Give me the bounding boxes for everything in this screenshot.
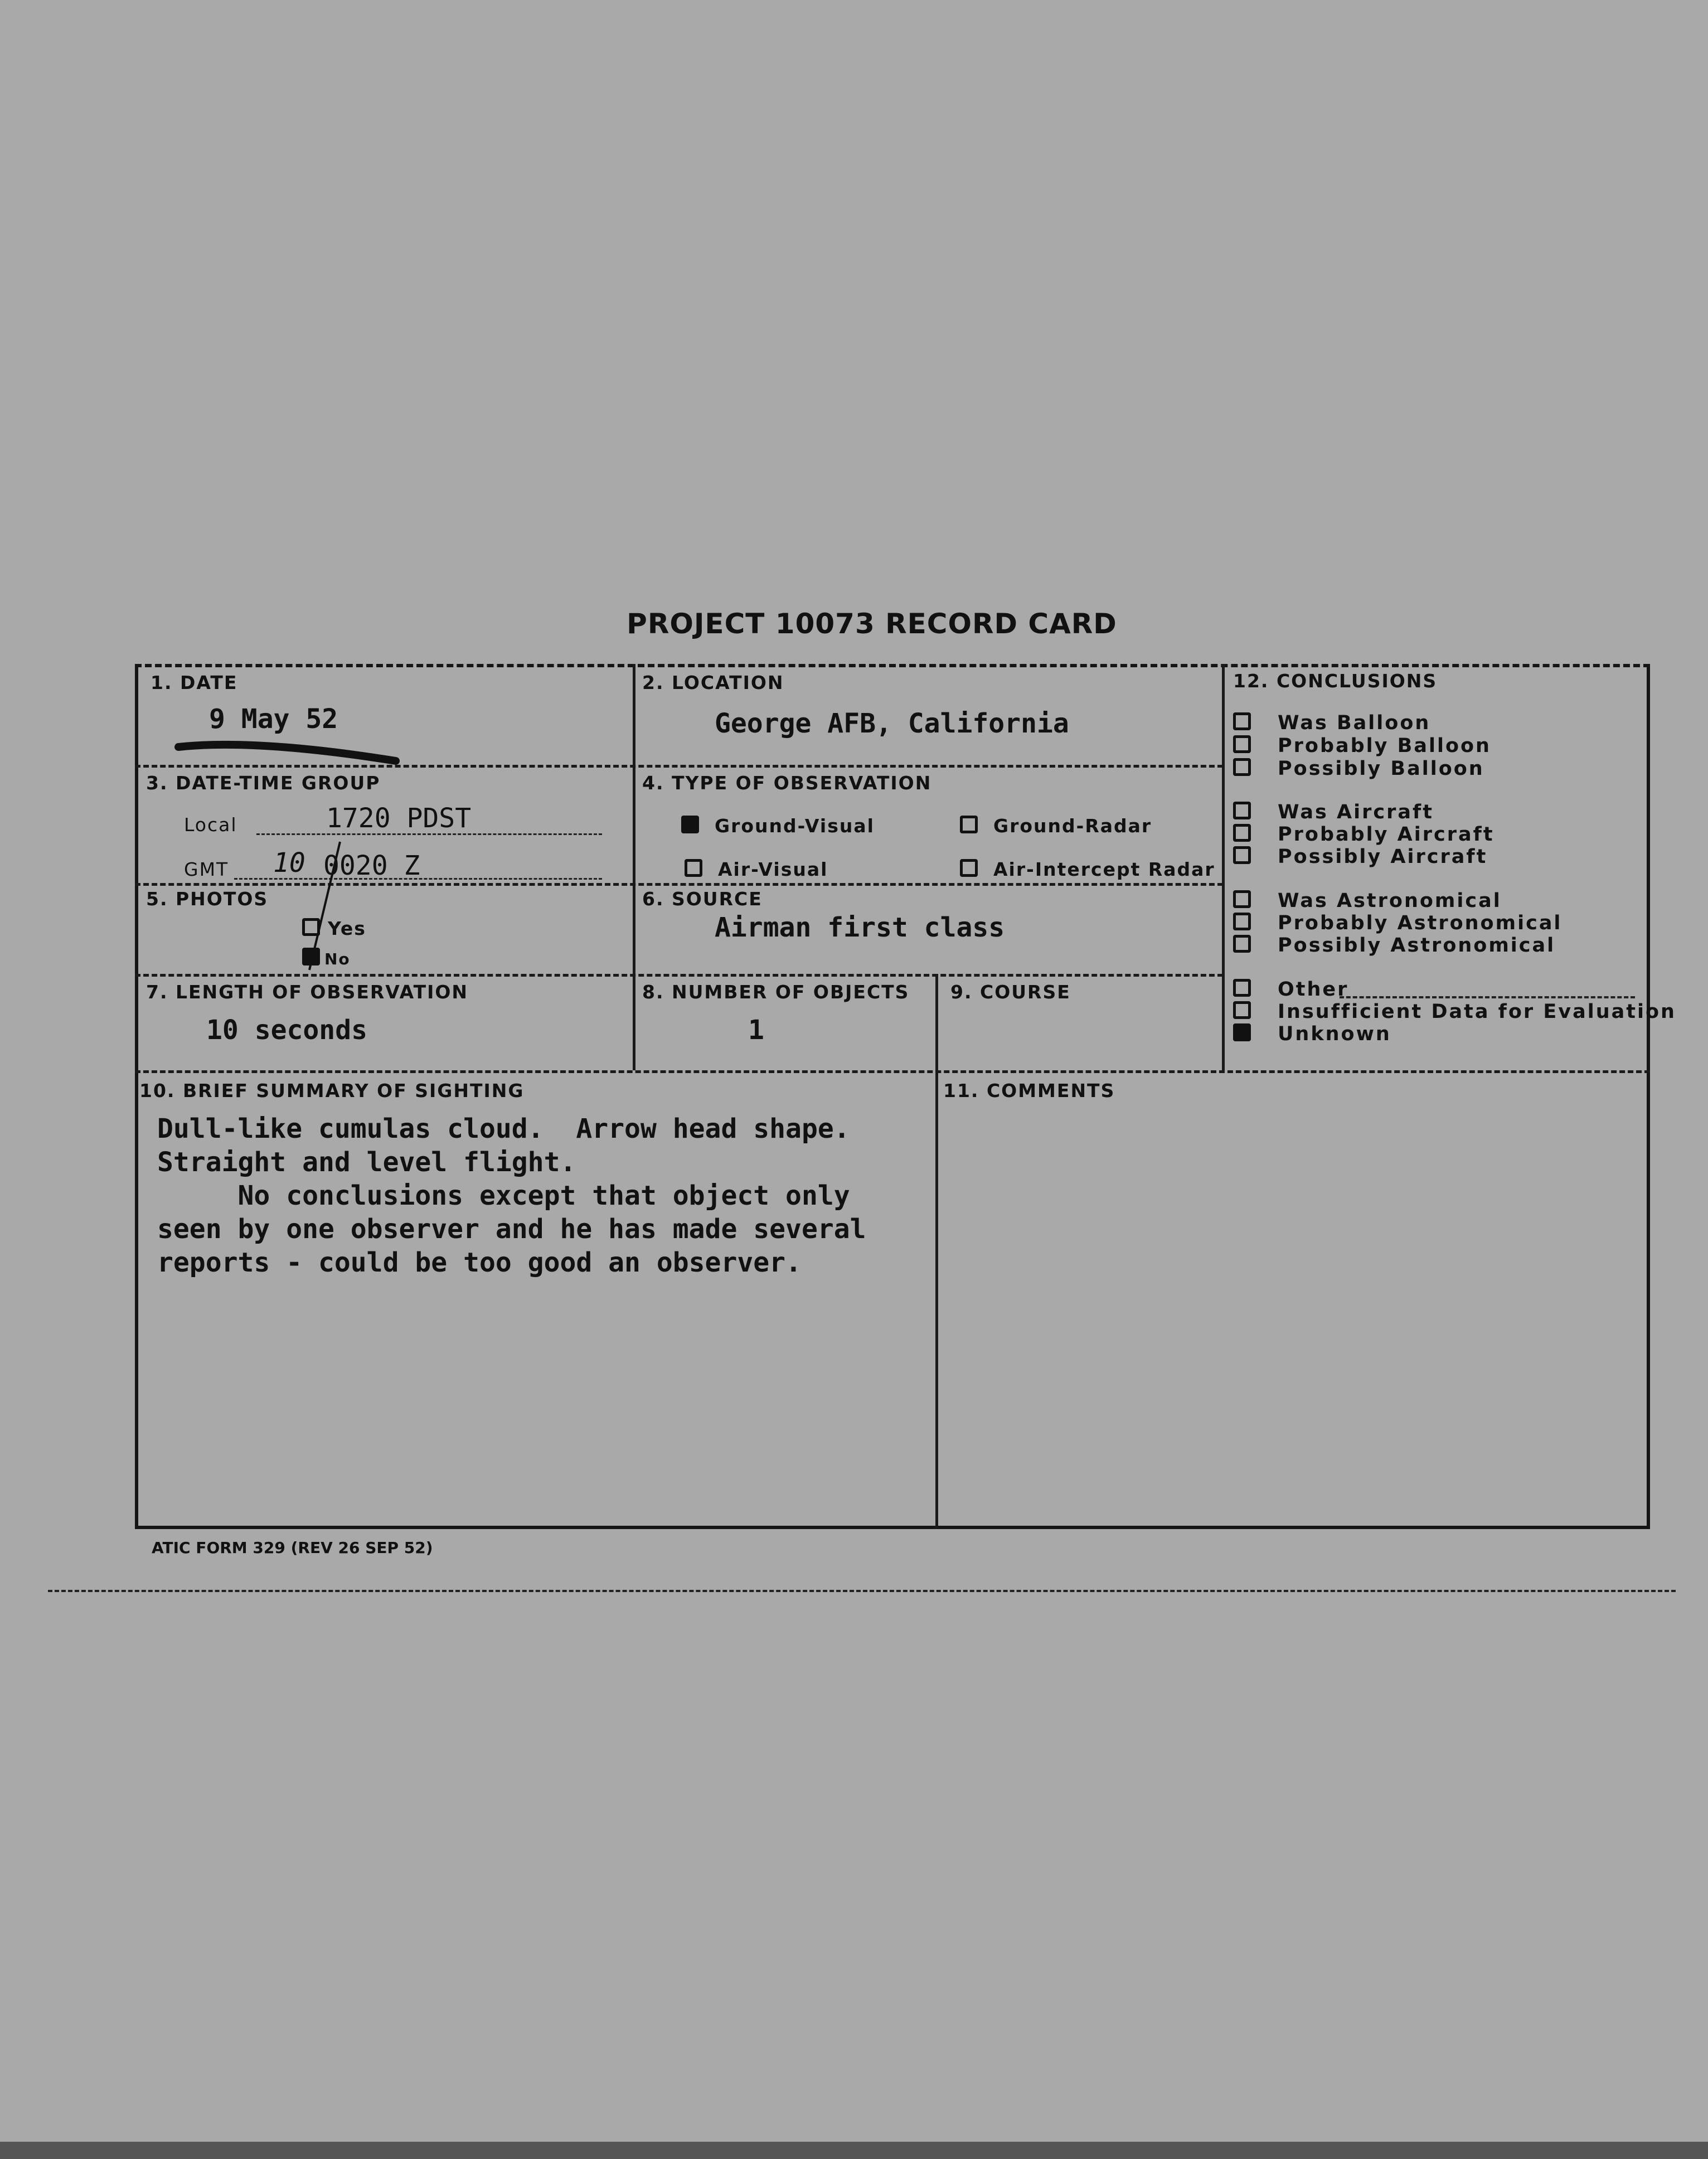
checkbox-icon — [302, 918, 320, 936]
checkbox-icon — [1233, 735, 1251, 753]
option-label: Probably Balloon — [1278, 735, 1491, 757]
type-of-observation-label: 4. TYPE OF OBSERVATION — [642, 772, 932, 794]
comments-label: 11. COMMENTS — [943, 1080, 1115, 1102]
conclusion-possibly-balloon[interactable] — [1233, 758, 1484, 780]
option-ground-radar[interactable] — [960, 815, 1152, 837]
summary-line: reports - could be too good an observer. — [157, 1247, 802, 1278]
local-underline — [256, 833, 602, 835]
option-label: Probably Aircraft — [1278, 823, 1494, 846]
divider — [935, 974, 938, 1529]
gmt-time-value: 0020 Z — [323, 850, 420, 881]
conclusion-was-balloon[interactable] — [1233, 712, 1430, 734]
checkbox-icon — [1233, 712, 1251, 730]
checkbox-icon — [960, 816, 978, 833]
option-label: Was Aircraft — [1278, 801, 1434, 823]
option-label: No — [324, 950, 351, 968]
local-label: Local — [184, 814, 237, 836]
course-label: 9. COURSE — [950, 981, 1071, 1003]
conclusion-possibly-astronomical[interactable] — [1233, 934, 1555, 957]
page-edge-line — [48, 1590, 1676, 1592]
option-label: Other — [1278, 978, 1349, 1001]
conclusion-insufficient-data[interactable] — [1233, 1001, 1676, 1023]
number-of-objects-label: 8. NUMBER OF OBJECTS — [642, 981, 910, 1003]
conclusions-label: 12. CONCLUSIONS — [1233, 670, 1438, 692]
gmt-label: GMT — [184, 858, 229, 880]
summary-line: Straight and level flight. — [157, 1147, 576, 1178]
summary-text — [157, 1112, 866, 1279]
conclusion-was-astronomical[interactable] — [1233, 890, 1502, 912]
form-number: ATIC FORM 329 (REV 26 SEP 52) — [152, 1539, 433, 1557]
checkbox-icon — [1233, 913, 1251, 930]
number-of-objects-value: 1 — [748, 1015, 764, 1046]
option-label: Was Balloon — [1278, 712, 1431, 734]
checkbox-icon — [1233, 979, 1251, 997]
option-label: Insufficient Data for Evaluation — [1278, 1001, 1676, 1023]
photos-label: 5. PHOTOS — [146, 888, 269, 910]
gmt-day-value: 10 — [273, 847, 305, 879]
other-underline — [1340, 996, 1635, 998]
option-ground-visual[interactable] — [681, 815, 875, 837]
summary-line: Dull-like cumulas cloud. Arrow head shape. — [157, 1113, 850, 1144]
location-value: George AFB, California — [715, 708, 1069, 739]
location-label: 2. LOCATION — [642, 672, 784, 693]
checkbox-icon — [1233, 758, 1251, 776]
option-label: Possibly Balloon — [1278, 758, 1484, 780]
divider — [135, 883, 1223, 886]
option-label: Was Astronomical — [1278, 890, 1502, 912]
option-label: Yes — [328, 918, 366, 939]
divider — [1222, 664, 1225, 1070]
conclusion-possibly-aircraft[interactable] — [1233, 846, 1487, 868]
checkbox-checked-icon — [302, 948, 320, 966]
conclusion-probably-aircraft[interactable] — [1233, 823, 1494, 846]
option-air-intercept-radar[interactable] — [960, 858, 1215, 880]
option-label: Probably Astronomical — [1278, 912, 1563, 934]
checkbox-icon — [685, 859, 702, 877]
checkbox-icon — [960, 859, 978, 877]
source-label: 6. SOURCE — [642, 888, 763, 910]
option-air-visual[interactable] — [685, 858, 828, 880]
summary-line: No conclusions except that object only — [157, 1180, 850, 1211]
date-label: 1. DATE — [151, 672, 238, 693]
option-label: Air-Visual — [718, 858, 828, 880]
option-label: Ground-Radar — [993, 815, 1152, 837]
gmt-underline — [234, 878, 602, 880]
option-photos-yes[interactable] — [302, 918, 366, 939]
option-label: Possibly Aircraft — [1278, 846, 1488, 868]
option-label: Unknown — [1278, 1023, 1391, 1045]
card-title: PROJECT 10073 RECORD CARD — [627, 608, 1117, 640]
checkbox-icon — [1233, 802, 1251, 819]
handwritten-underline — [173, 736, 407, 769]
conclusion-was-aircraft[interactable] — [1233, 801, 1434, 823]
option-label: Ground-Visual — [715, 815, 875, 837]
summary-line: seen by one observer and he has made several — [157, 1214, 866, 1245]
divider — [135, 974, 1223, 977]
checkbox-checked-icon — [1233, 1023, 1251, 1041]
conclusion-unknown[interactable] — [1233, 1023, 1391, 1045]
conclusion-probably-astronomical[interactable] — [1233, 912, 1562, 934]
checkbox-icon — [1233, 824, 1251, 842]
conclusion-probably-balloon[interactable] — [1233, 735, 1491, 757]
summary-label: 10. BRIEF SUMMARY OF SIGHTING — [139, 1080, 525, 1102]
option-label: Air-Intercept Radar — [993, 858, 1215, 880]
option-photos-no[interactable] — [302, 948, 351, 968]
source-value: Airman first class — [715, 912, 1005, 943]
date-value: 9 May 52 — [209, 704, 338, 735]
conclusion-other[interactable] — [1233, 978, 1348, 1001]
checkbox-icon — [1233, 935, 1251, 953]
local-time-value: 1720 PDST — [326, 803, 472, 834]
checkbox-icon — [1233, 1001, 1251, 1019]
divider — [633, 664, 635, 1070]
checkbox-icon — [1233, 890, 1251, 908]
length-label: 7. LENGTH OF OBSERVATION — [146, 981, 469, 1003]
checkbox-checked-icon — [681, 816, 699, 833]
option-label: Possibly Astronomical — [1278, 934, 1556, 957]
film-edge — [0, 2142, 1708, 2159]
checkbox-icon — [1233, 846, 1251, 864]
length-value: 10 seconds — [206, 1015, 367, 1046]
date-time-group-label: 3. DATE-TIME GROUP — [146, 772, 381, 794]
divider — [135, 1070, 1650, 1073]
